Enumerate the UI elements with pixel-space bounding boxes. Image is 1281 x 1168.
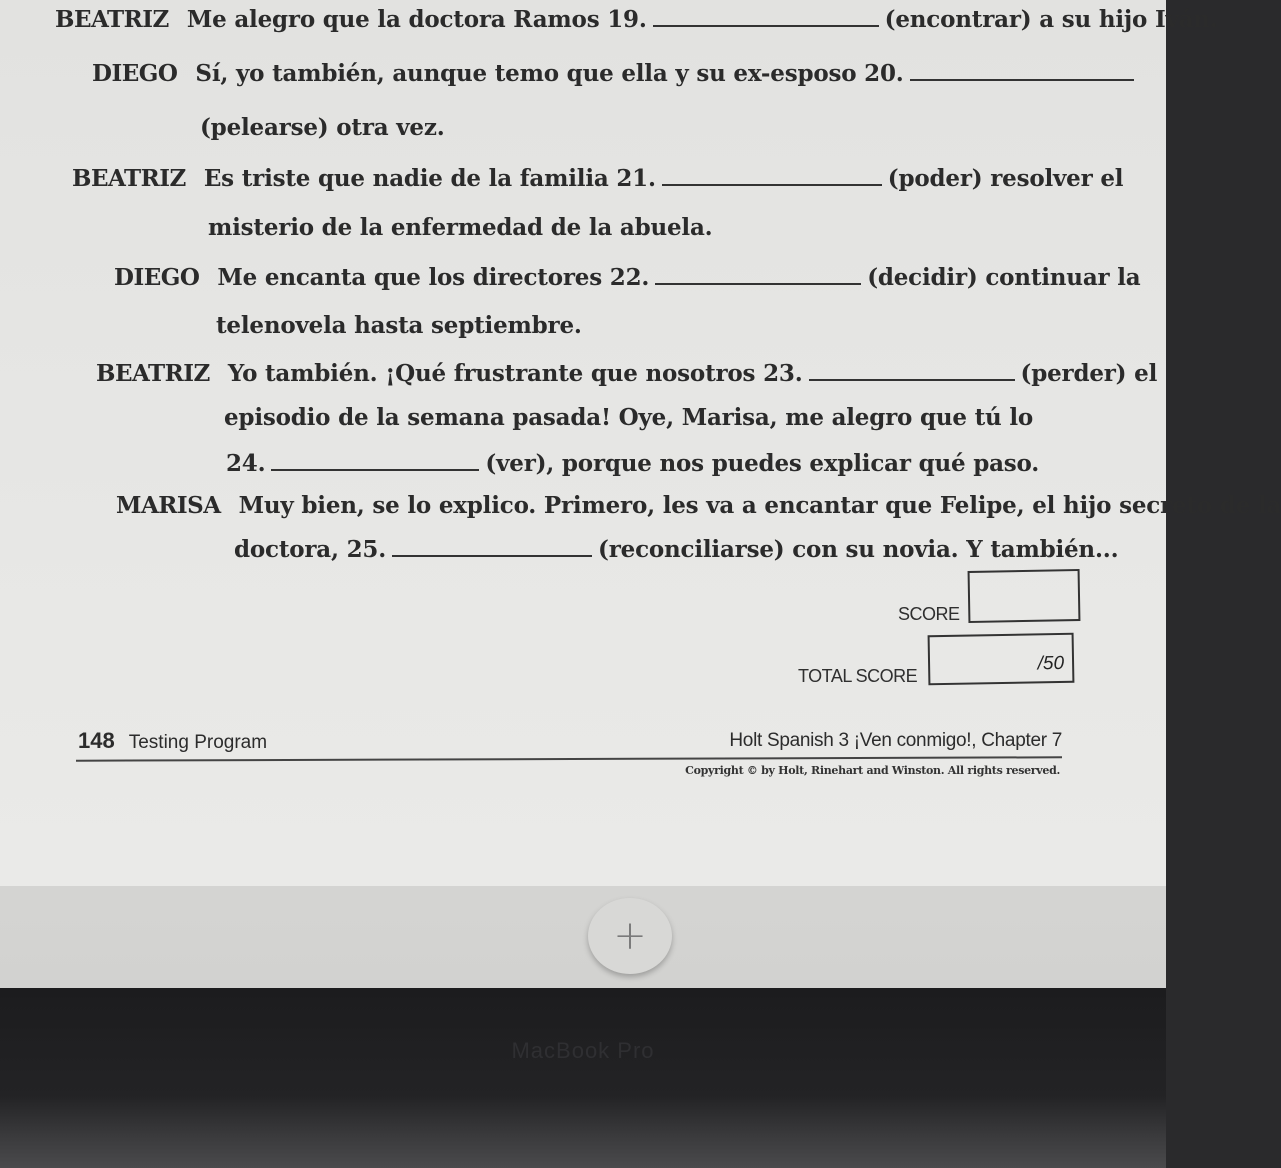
speaker-name: BEATRIZ — [72, 165, 186, 192]
continuation-text: misterio de la enfermedad de la abuela. — [208, 214, 713, 241]
continuation-text: (pelearse) otra vez. — [200, 114, 445, 141]
dialogue-line-23 — [96, 360, 1157, 387]
footer-divider — [76, 756, 1062, 761]
speaker-name: DIEGO — [114, 264, 200, 291]
prompt-text: Yo también. ¡Qué frustrante que nosotros 23. — [227, 360, 803, 387]
verb-hint: (decidir) continuar la — [867, 264, 1141, 291]
device-brand-label: MacBook Pro — [511, 1038, 655, 1063]
answer-blank-23[interactable] — [809, 361, 1015, 381]
verb-hint: (reconciliarse) con su novia. Y también... — [598, 536, 1119, 563]
dialogue-line-20 — [92, 60, 1140, 87]
total-score-label: TOTAL SCORE — [798, 666, 918, 686]
add-page-button[interactable] — [588, 898, 672, 974]
answer-blank-22[interactable] — [655, 265, 861, 285]
dialogue-line-marisa — [116, 492, 1281, 519]
dialogue-line-22 — [114, 264, 1141, 291]
answer-blank-21[interactable] — [662, 166, 882, 186]
score-box[interactable] — [968, 569, 1081, 623]
answer-blank-19[interactable] — [653, 7, 879, 27]
page-number: 148 — [78, 728, 115, 753]
prompt-text: Muy bien, se lo explico. Primero, les va a encantar que Felipe, el hijo secreto de la — [238, 492, 1281, 519]
dialogue-line-19 — [55, 6, 1218, 33]
dialogue-line-21 — [72, 165, 1123, 192]
prompt-text: 24. — [226, 450, 266, 477]
prompt-text: doctora, 25. — [234, 536, 387, 563]
prompt-text: Me alegro que la doctora Ramos 19. — [186, 6, 647, 33]
prompt-text: Es triste que nadie de la familia 21. — [203, 165, 656, 192]
dialogue-continuation — [224, 404, 1033, 431]
footer-section: Testing Program — [128, 732, 268, 753]
copyright-notice: Copyright © by Holt, Rinehart and Winston. All rights reserved. — [685, 764, 1060, 777]
score-label: SCORE — [898, 604, 960, 624]
prompt-text: Sí, yo también, aunque temo que ella y su ex-esposo 20. — [195, 60, 904, 87]
speaker-name: BEATRIZ — [55, 6, 169, 33]
speaker-name: MARISA — [116, 492, 221, 519]
laptop-bezel — [0, 988, 1166, 1168]
footer-book-title: Holt Spanish 3 ¡Ven conmigo!, Chapter 7 — [729, 730, 1062, 751]
total-score-max: /50 — [1037, 652, 1065, 675]
dialogue-continuation — [200, 114, 445, 141]
continuation-text: episodio de la semana pasada! Oye, Marisa, me alegro que tú lo — [224, 404, 1034, 431]
continuation-text: telenovela hasta septiembre. — [216, 312, 582, 339]
dialogue-line-25 — [234, 536, 1118, 563]
speaker-name: BEATRIZ — [96, 360, 210, 387]
speaker-name: DIEGO — [92, 60, 178, 87]
answer-blank-24[interactable] — [271, 451, 479, 471]
dialogue-continuation — [208, 214, 712, 241]
answer-blank-25[interactable] — [392, 537, 592, 557]
verb-hint: (ver), porque nos puedes explicar qué paso. — [485, 450, 1040, 477]
prompt-text: Me encanta que los directores 22. — [217, 264, 650, 291]
plus-icon: + — [613, 913, 647, 959]
dialogue-continuation — [216, 312, 582, 339]
verb-hint: (perder) el — [1020, 360, 1158, 387]
total-score-box[interactable] — [928, 633, 1075, 686]
verb-hint: (poder) resolver el — [887, 165, 1124, 192]
answer-blank-20[interactable] — [910, 61, 1134, 81]
verb-hint: (encontrar) a su hijo Iván. — [884, 6, 1218, 33]
page-footer-left — [78, 728, 267, 754]
dialogue-line-24 — [226, 450, 1039, 477]
